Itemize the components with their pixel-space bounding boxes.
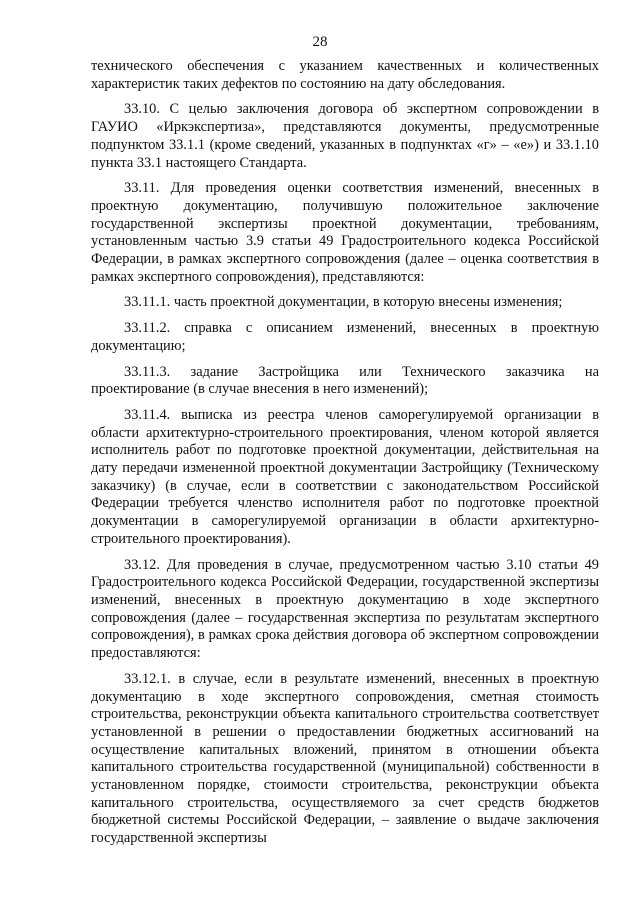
paragraph-continuation: технического обеспечения с указанием качественных и количественных характеристик таких дефектов по состоянию на дату обследования. (91, 58, 599, 92)
paragraph-33-12-1: 33.12.1. в случае, если в результате изменений, внесенных в проектную документацию в ходе экспертного сопровождения, сметная стоимость строительства, реконструкции объекта капитального строительства соответствует установленной в решении о предоставлении бюджетных ассигнований на осуществление капитальных вложений, принятом в отношении объекта капитального строительства государственной (муниципальной) собственности в установленном порядке, стоимости строительства, реконструкции объекта капитального строительства, осуществляемого за счет средств бюджетов бюджетной системы Российской Федерации, – заявление о выдаче заключения государственной экспертизы (91, 670, 599, 847)
paragraph-33-11-2: 33.11.2. справка с описанием изменений, внесенных в проектную документацию; (91, 320, 599, 354)
paragraph-33-11-4: 33.11.4. выписка из реестра членов саморегулируемой организации в области архитектурно-строительного проектирования, членом которой является исполнитель работ по подготовке проектной документации, действительная на дату передачи измененной проектной документации Застройщику (Техническому заказчику) (в случае, если в соответствии с законодательством Российской Федерации требуется членство исполнителя работ по подготовке проектной документации в саморегулируемой организации в области архитектурно-строительного проектирования). (91, 406, 599, 547)
page-number: 28 (312, 34, 328, 50)
paragraph-33-11-1: 33.11.1. часть проектной документации, в которую внесены изменения; (124, 294, 563, 311)
paragraph-33-11: 33.11. Для проведения оценки соответствия изменений, внесенных в проектную документацию, получившую положительное заключение государственной экспертизы проектной документации, требованиям, установленным частью 3.9 статьи 49 Градостроительного кодекса Российской Федерации, в рамках экспертного сопровождения (далее – оценка соответствия в рамках экспертного сопровождения), представляются: (91, 180, 599, 285)
paragraph-33-12: 33.12. Для проведения в случае, предусмотренном частью 3.10 статьи 49 Градостроительного кодекса Российской Федерации, государственной экспертизы изменений, внесенных в проектную документацию в ходе экспертного сопровождения (далее – государственная экспертиза по результатам экспертного сопровождения), в рамках срока действия договора об экспертном сопровождении предоставляются: (91, 556, 599, 662)
paragraph-33-11-3: 33.11.3. задание Застройщика или Технического заказчика на проектирование (в случае внесения в него изменений); (91, 363, 599, 398)
document-body (91, 58, 599, 856)
paragraph-33-10: 33.10. С целью заключения договора об экспертном сопровождении в ГАУИО «Иркэкспертиза», представляются документы, предусмотренные подпунктом 33.1.1 (кроме сведений, указанных в подпунктах «г» – «е») и 33.1.10 пункта 33.1 настоящего Стандарта. (91, 101, 599, 171)
